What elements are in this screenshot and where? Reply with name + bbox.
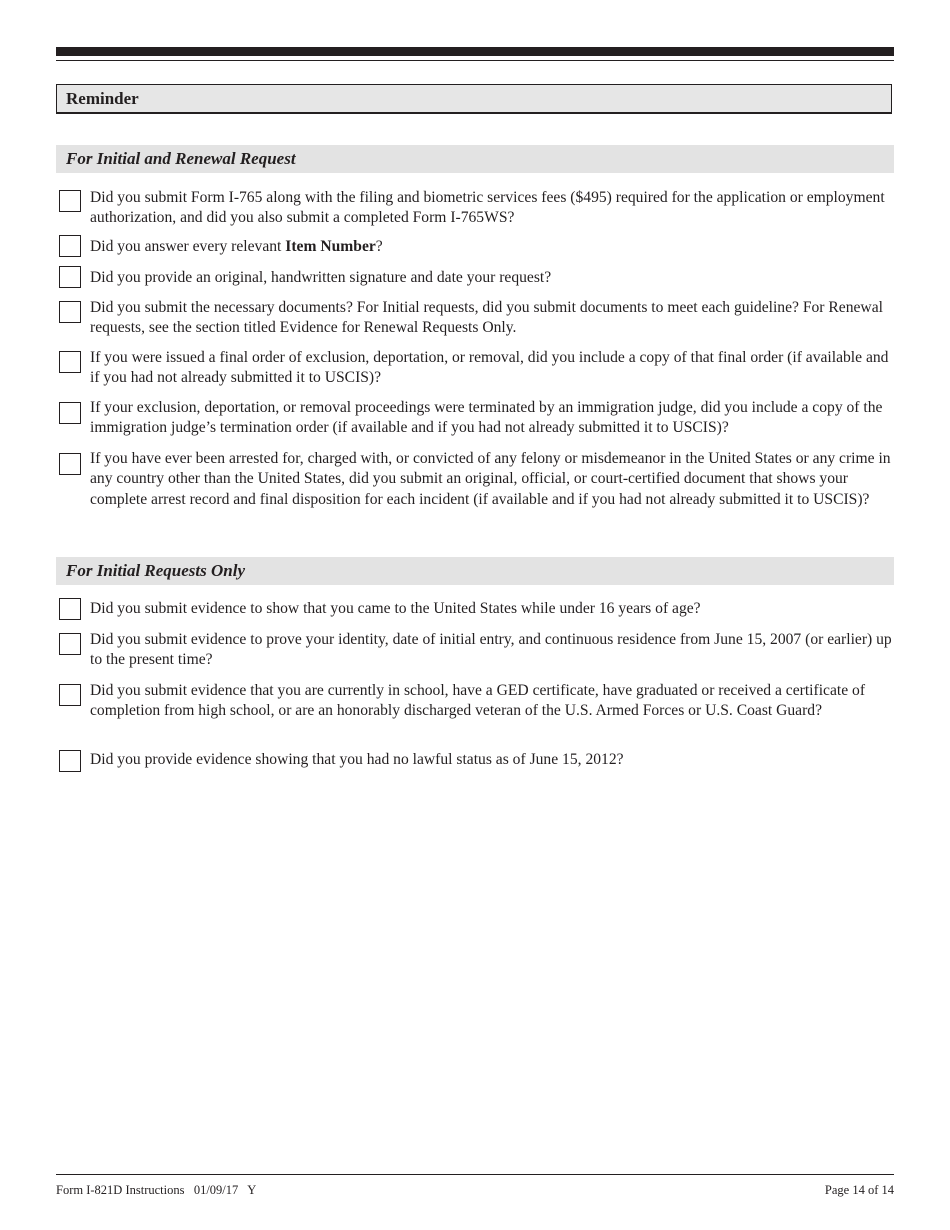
- section-header-initial-renewal: [56, 145, 894, 173]
- checklist-item-text: Did you submit the necessary documents? For Initial requests, did you submit documents to meet each guideline? For Renewal requests, see the section titled Evidence for Renewal Requests Only.: [90, 299, 883, 337]
- checkbox[interactable]: [59, 750, 81, 772]
- checklist-item-text: If you have ever been arrested for, charged with, or convicted of any felony or misdemeanor in the United States or any crime in any country other than the United States, did you submit an original, official, or court-certified document that shows your complete arrest record and final disposition for each incident (if available and if you had not already submitted it to USCIS)?: [90, 450, 891, 508]
- checkbox[interactable]: [59, 266, 81, 288]
- checkbox[interactable]: [59, 633, 81, 655]
- header-rule-thin: [56, 60, 894, 61]
- footer-rule: [56, 1174, 894, 1175]
- checklist-item-text: Did you submit evidence to prove your identity, date of initial entry, and continuous residence from June 15, 2007 (or earlier) up to the present time?: [90, 631, 892, 669]
- item-text-after: ?: [375, 238, 383, 255]
- reminder-title-box: [56, 84, 892, 114]
- checklist-item-text: If your exclusion, deportation, or removal proceedings were terminated by an immigration judge, did you include a copy of the immigration judge’s termination order (if available and if you had not already submitted it to USCIS)?: [90, 399, 883, 437]
- checkbox[interactable]: [59, 402, 81, 424]
- section-title: For Initial and Renewal Request: [66, 149, 296, 168]
- checkbox[interactable]: [59, 684, 81, 706]
- checkbox[interactable]: [59, 190, 81, 212]
- checkbox[interactable]: [59, 598, 81, 620]
- checkbox[interactable]: [59, 351, 81, 373]
- section-header-initial-only: [56, 557, 894, 585]
- checkbox[interactable]: [59, 453, 81, 475]
- checklist-item-text: If you were issued a final order of exclusion, deportation, or removal, did you include a copy of that final order (if available and if you had not already submitted it to USCIS)?: [90, 349, 889, 387]
- checklist-item-text: [90, 237, 894, 257]
- item-number-emphasis: Item Number: [285, 238, 376, 255]
- checkbox[interactable]: [59, 301, 81, 323]
- section-title: For Initial Requests Only: [66, 561, 246, 580]
- checkbox[interactable]: [59, 235, 81, 257]
- checklist-item-text: Did you submit Form I-765 along with the filing and biometric services fees ($495) required for the application or employment authorization, and did you also submit a completed Form I-765WS?: [90, 189, 885, 227]
- checklist-item-text: Did you provide an original, handwritten signature and date your request?: [90, 269, 552, 286]
- checklist-item-text: Did you submit evidence that you are currently in school, have a GED certificate, have graduated or received a certificate of completion from high school, or are an honorably discharged veteran of the U.S. Armed Forces or U.S. Coast Guard?: [90, 682, 866, 720]
- item-text-before: Did you answer every relevant: [90, 238, 286, 255]
- header-rule-thick: [56, 47, 894, 56]
- reminder-title: Reminder: [66, 88, 139, 108]
- checklist-item-text: Did you submit evidence to show that you came to the United States while under 16 years of age?: [90, 600, 701, 617]
- footer-page-number: Page 14 of 14: [824, 1183, 894, 1197]
- footer-form-id: Form I-821D Instructions 01/09/17 Y: [56, 1183, 257, 1197]
- checklist-item-text: Did you provide evidence showing that you had no lawful status as of June 15, 2012?: [90, 751, 624, 768]
